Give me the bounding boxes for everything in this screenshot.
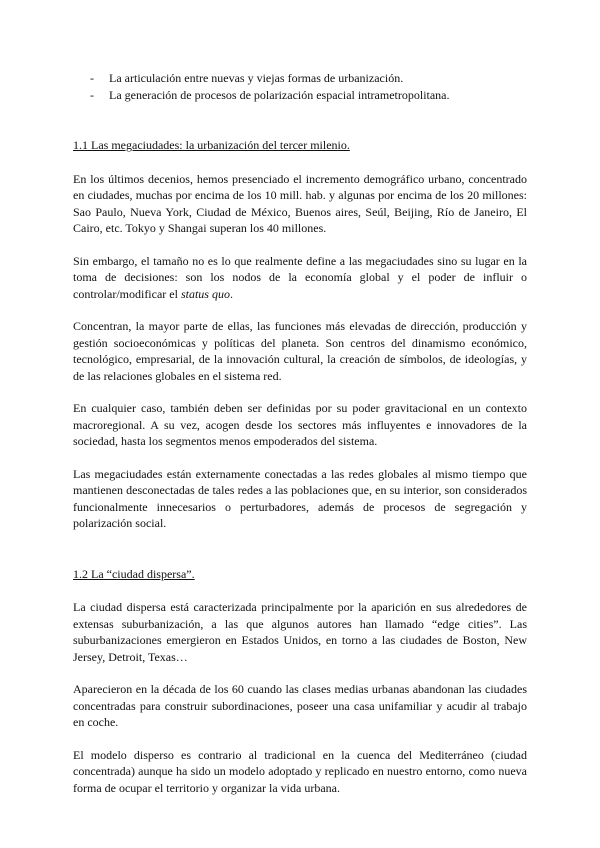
bullet-dash: -	[90, 87, 94, 102]
paragraph: En los últimos decenios, hemos presenciado el incremento demográfico urbano, concentrado en ciudades, muchas por encima de los 10 mill. hab. y algunas por encima de los 20 millones: Sao Paulo, Nueva York, Ciudad de México, Buenos aires, Seúl, Beijing, Río de Janeiro, El Cairo, etc. Tokyo y Shangai superan los 40 millones.	[73, 171, 527, 235]
paragraph: Concentran, la mayor parte de ellas, las funciones más elevadas de dirección, producción y gestión socioeconómicas y políticas del planeta. Son centros del dinamismo económico, tecnológico, empresarial, de la innovación cultural, la creación de símbolos, de ideologías, y de las relaciones globales en el sistema red.	[73, 319, 527, 383]
paragraph: En cualquier caso, también deben ser definidas por su poder gravitacional en un contexto macroregional. A su vez, acogen desde los sectores más influyentes e innovadores de la sociedad, hasta los segmentos menos empoderados del sistema.	[73, 401, 527, 448]
paragraph: Aparecieron en la década de los 60 cuando las clases medias urbanas abandonan las ciudades concentradas para construir subordinaciones, poseer una casa unifamiliar y acudir al trabajo en coche.	[73, 682, 527, 729]
paragraph: El modelo disperso es contrario al tradicional en la cuenca del Mediterráneo (ciudad concentrada) aunque ha sido un modelo adoptado y replicado en nuestro entorno, como nueva forma de ocupar el territorio y organizar la vida urbana.	[73, 747, 527, 795]
section-heading-megaciudades: 1.1 Las megaciudades: la urbanización del tercer milenio.	[73, 138, 350, 152]
paragraph	[73, 253, 527, 303]
bullet-list	[73, 70, 527, 103]
paragraph: Las megaciudades están externamente conectadas a las redes globales al mismo tiempo que mantienen desconectadas de tales redes a las poblaciones que, en su interior, son considerados funcionalmente innecesarios o perturbadores, además de procesos de segregación y polarización social.	[73, 466, 527, 530]
bullet-text: La generación de procesos de polarización espacial intrametropolitana.	[109, 87, 450, 102]
bullet-item	[73, 87, 527, 104]
paragraph: La ciudad dispersa está caracterizada principalmente por la aparición en sus alrededores de extensas suburbanización, a las que algunos autores han llamado “edge cities”. Las suburbanizaciones emergieron en Estados Unidos, en torno a las ciudades de Boston, New Jersey, Detroit, Texas…	[73, 600, 527, 664]
paragraph-text: Sin embargo, el tamaño no es lo que realmente define a las megaciudades sino su lugar en la toma de decisiones: son los nodos de la economía global y el poder de influir o controlar/modificar el	[73, 253, 527, 301]
paragraph-text: .	[229, 286, 233, 301]
bullet-dash: -	[90, 71, 94, 85]
italic-term: status quo	[180, 286, 230, 301]
bullet-text: La articulación entre nuevas y viejas formas de urbanización.	[109, 71, 404, 85]
section-heading-ciudad-dispersa: 1.2 La “ciudad dispersa”.	[73, 566, 195, 581]
bullet-item	[73, 70, 527, 87]
document-page	[73, 70, 527, 796]
